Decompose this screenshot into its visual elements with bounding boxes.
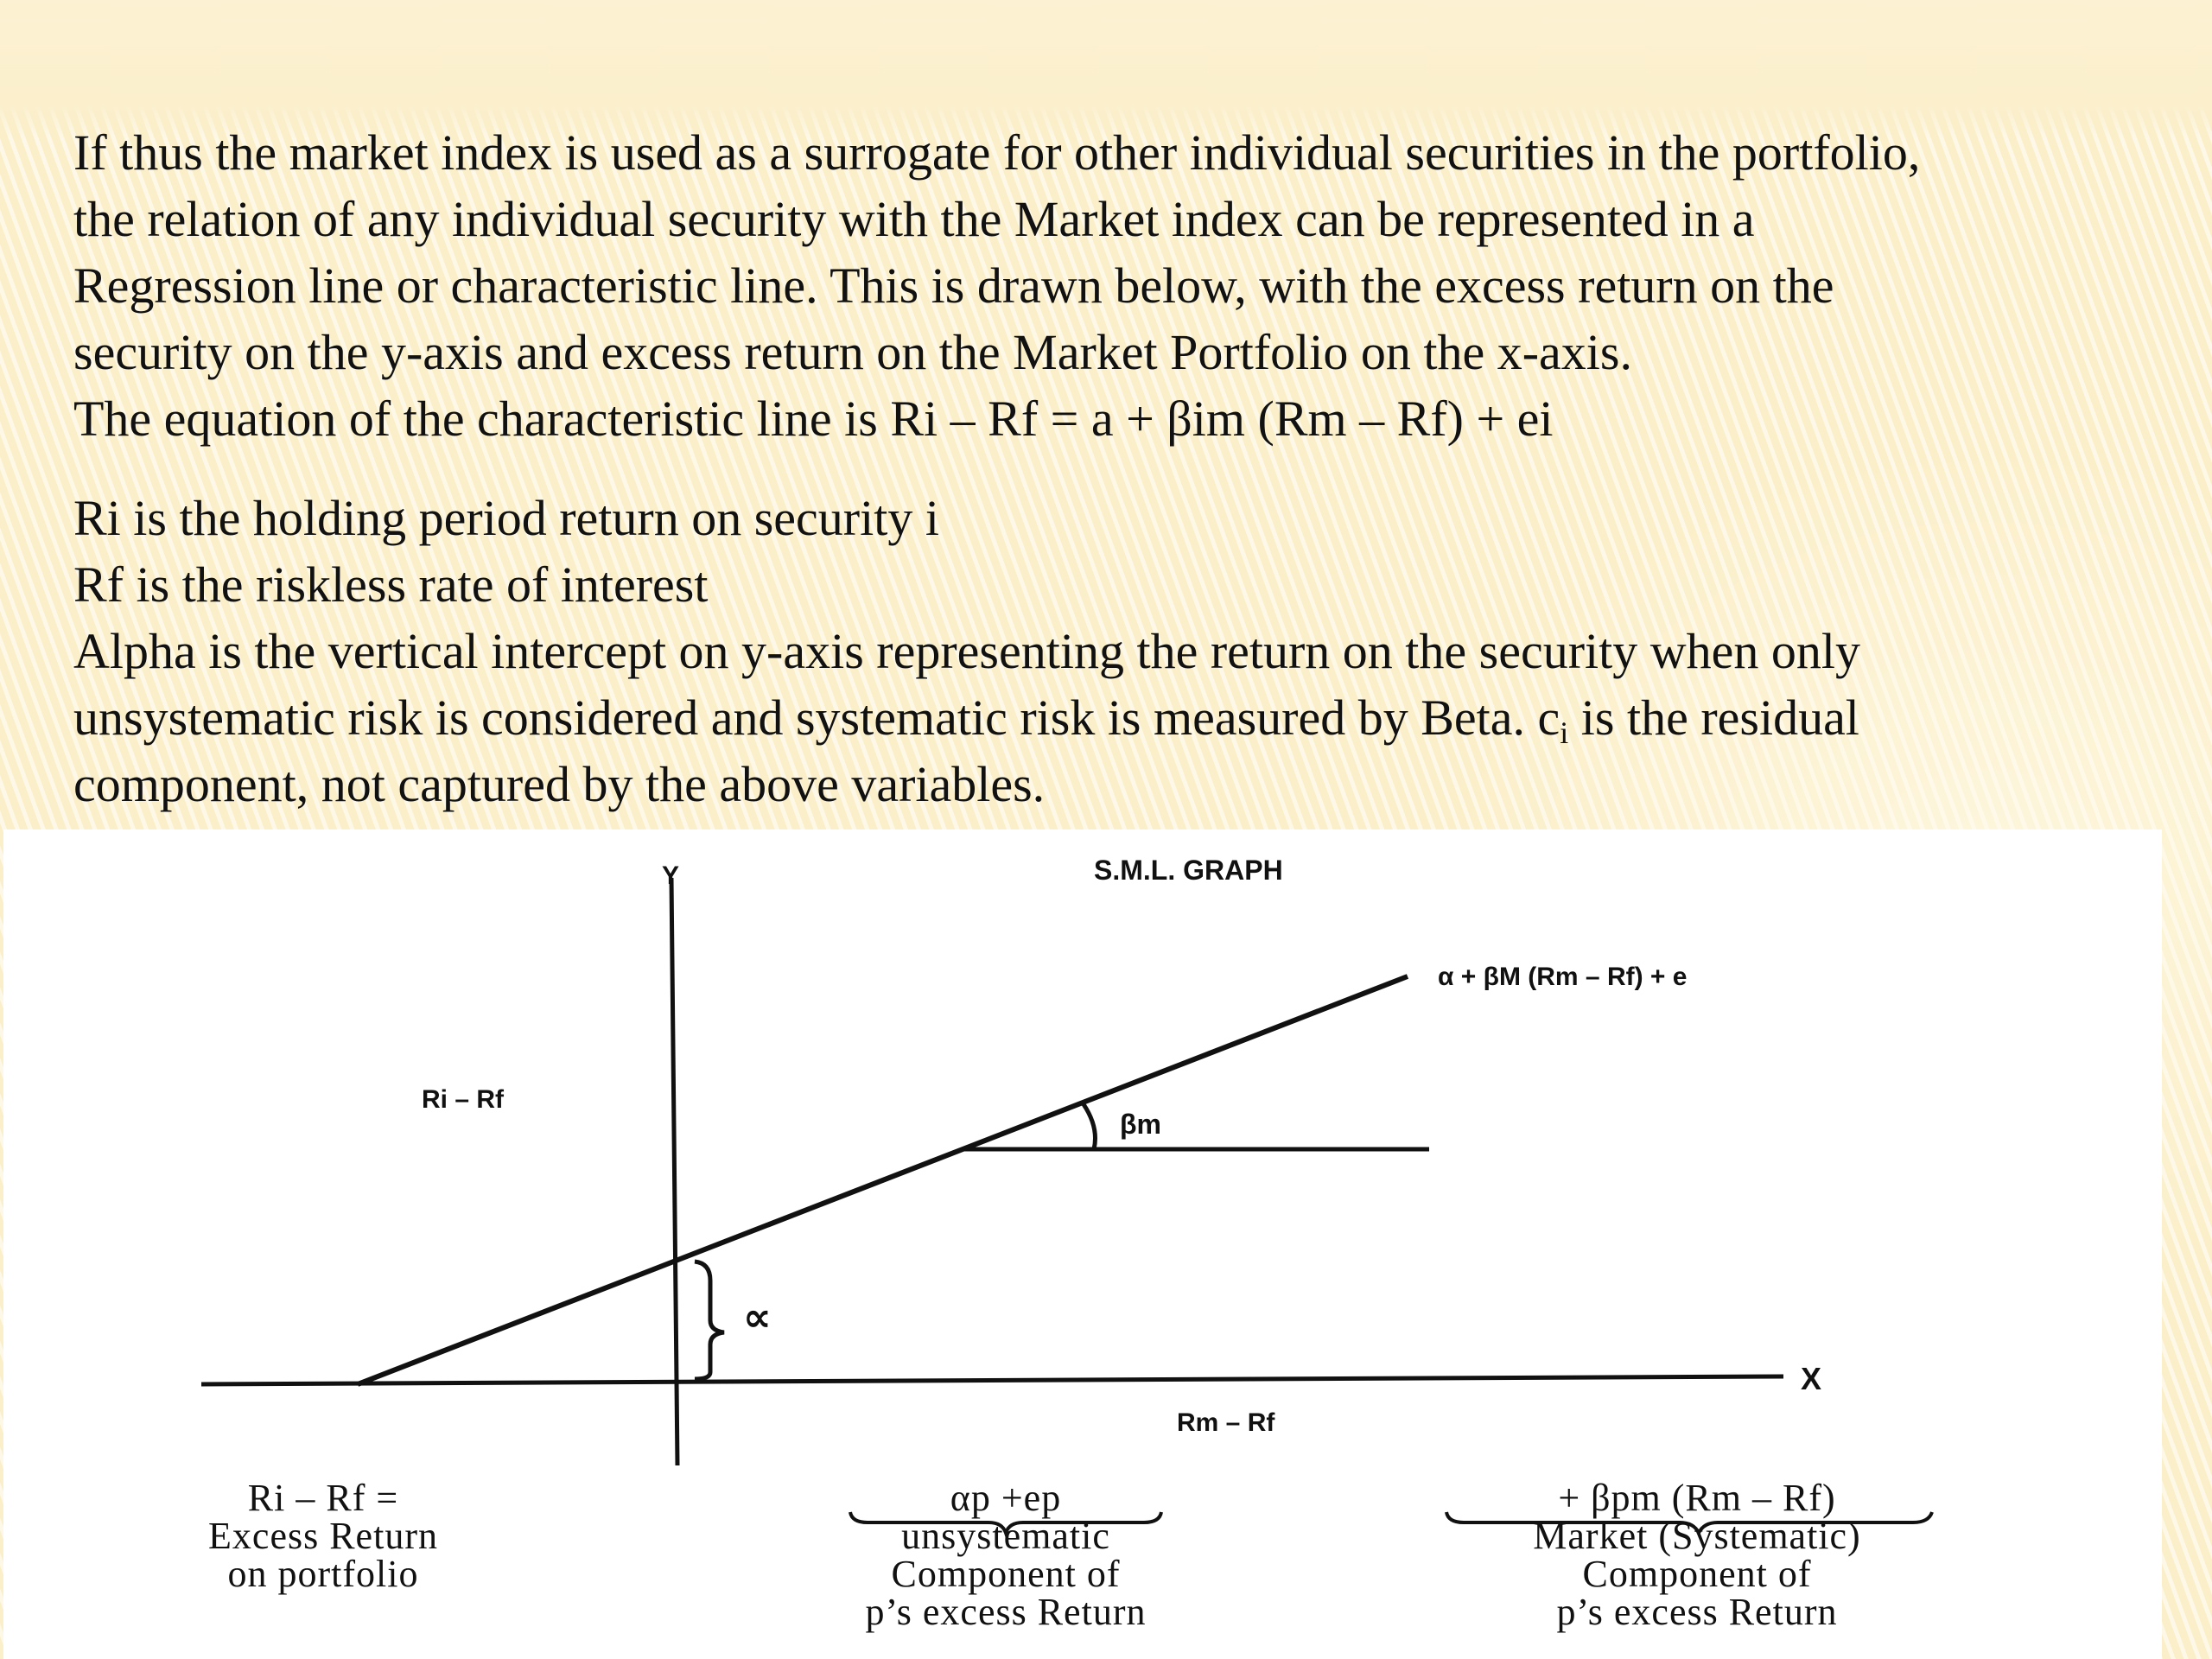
para1-line-4: security on the y-axis and excess return on the Market Portfolio on the x-axis. (73, 324, 1632, 380)
beta-angle-arc (1084, 1104, 1096, 1149)
para2-line-1: Ri is the holding period return on security i (73, 490, 939, 546)
legend-right-line-4: p’s excess Return (1556, 1591, 1838, 1633)
legend-left-line-2: Excess Return (208, 1515, 438, 1557)
line-label: α + βM (Rm – Rf) + e (1438, 963, 1688, 991)
para1-line-3: Regression line or characteristic line. This is drawn below, with the excess return on the (73, 257, 1834, 314)
beta-text-pre: unsystematic risk is considered and systematic risk is measured by Beta. c (73, 690, 1560, 746)
y-axis-label: Ri – Rf (422, 1085, 505, 1114)
y-axis (671, 878, 677, 1465)
para2-line-2: Rf is the riskless rate of interest (73, 556, 709, 613)
sml-graph-panel (3, 830, 2162, 1659)
x-axis (201, 1376, 1783, 1384)
legend-left-line-3: on portfolio (227, 1553, 419, 1595)
equation-line: The equation of the characteristic line is Ri – Rf = a + βim (Rm – Rf) + ei (73, 391, 1554, 447)
characteristic-line (358, 976, 1408, 1384)
alpha-brace (695, 1262, 724, 1379)
legend-right-line-1: + βpm (Rm – Rf) (1558, 1477, 1836, 1519)
para2-line-4 (73, 684, 2164, 751)
legend-systematic (1421, 1479, 1974, 1631)
legend-middle-line-4: p’s excess Return (865, 1591, 1147, 1633)
beta-angle-label: βm (1120, 1109, 1161, 1140)
legend-left-line-1: Ri – Rf = (247, 1477, 399, 1519)
alpha-symbol: ∝ (743, 1294, 772, 1339)
beta-text-sub: i (1560, 715, 1569, 750)
body-text (73, 119, 2164, 817)
legend-middle-line-3: Component of (891, 1553, 1121, 1595)
legend-middle-line-1: αp +ep (950, 1477, 1062, 1519)
legend-excess-return (107, 1479, 539, 1593)
para1-line-2: the relation of any individual security with the Market index can be represented in a (73, 191, 1755, 247)
legend-right-line-3: Component of (1582, 1553, 1812, 1595)
y-axis-letter: Y (662, 861, 680, 890)
para1-line-1: If thus the market index is used as a surrogate for other individual securities in the portfolio, (73, 124, 1921, 181)
graph-title: S.M.L. GRAPH (1094, 855, 1283, 886)
legend-middle-line-2: unsystematic (901, 1515, 1110, 1557)
para2-line-5: component, not captured by the above variables. (73, 756, 1046, 812)
x-axis-label: Rm – Rf (1177, 1408, 1275, 1437)
legend-unsystematic (764, 1479, 1248, 1631)
beta-text-post: is the residual (1568, 690, 1859, 746)
legend-right-line-2: Market (Systematic) (1533, 1515, 1861, 1557)
x-axis-letter: X (1801, 1361, 1822, 1396)
para2-line-3: Alpha is the vertical intercept on y-axis representing the return on the security when only (73, 623, 1861, 679)
